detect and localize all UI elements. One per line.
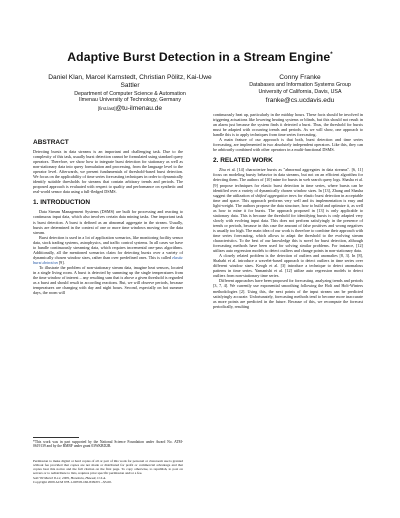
author-name-right: Conny Franke — [279, 74, 321, 81]
abstract-text: Detecting bursts in data streams is an important and challenging task. Due to the complexity of this task, usually burst detection cannot be formulated using standard query operators. Therefore, we show how to integrate burst detection for stationary as well as non-stationary data into query formulation and processing, from the language level to the operator level. Afterwards, we present fundamentals of threshold-based burst detection. We focus on the applicability of time series forecasting techniques in order to dynamically identify suitable thresholds for streams that contain arbitrary trends and periods. The proposed approach is evaluated with respect to quality and performance on synthetic and real-world sensor data using a full-fledged DSMS. — [33, 149, 183, 195]
related-paragraph-3: Different approaches have been proposed for forecasting, analyzing trends and periods [3, 7, 4]. We currently use exponential smoothing following the Holt and Holt-Winters methodologies [2]. Using this, the next points of the input stream can be predicted satisfyingly accurate. Unfortunately, forecasting methods tend to become more inaccurate as more points are predicted in the future. Because of this, we recompute the forecast periodically, resulting — [213, 278, 363, 309]
intro-p2-text-b: [9]. — [57, 259, 65, 265]
right-paragraph-2: A main feature of our approach is that both, burst detection and time series forecasting, are implemented in two absolutely independent operators. Like this, they can be arbitrarily combined with other operators in a multi-functional DSMS. — [213, 137, 363, 153]
affiliation-left-univ: Ilmenau University of Technology, Germany — [79, 97, 181, 104]
related-work-heading: 2. RELATED WORK — [213, 157, 273, 165]
abstract-heading: ABSTRACT — [33, 139, 69, 146]
email-right: franke@cs.ucdavis.edu — [265, 96, 335, 104]
author-block-right — [230, 74, 370, 105]
related-p1-text-b: for elastic burst detection in acceptable time and space. This approach performs very well and its implementation is easy and light-weight. The authors propose the data structure, how to build and optimize it, as well as how to mine it for bursts. The approach proposed in [13] is only applicable to stationary data. This is because the threshold for identifying bursts is only adapted very slowly with evolving input data. This does not perform satisfyingly in the presence of trends or periods, because in this case the amount of false positives and wrong negatives is usually too high. The main idea of our work is therefore to combine their approach with time series forecasting, which allows to adapt the threshold to the evolving stream characteristics. To the best of our knowledge this is novel for burst detection, although forecasting methods have been used for solving similar problems. For instance, [12] utilizes auto regression models to detect outliers and change points in non-stationary data. — [213, 192, 363, 254]
affiliation-right-univ: University of California, Davis, USA — [258, 89, 342, 95]
permission-text: Permission to make digital or hard copies of all or part of this work for personal or classroom use is granted without fee provided that copies are not made or distributed for profit or commercial advantage and that copies bear this notice and the full citation on the first page. To copy otherwise, to republish, to post on servers or to redistribute to lists, requires prior specific permission and/or a fee. — [33, 459, 183, 476]
title-footnote-mark: * — [330, 51, 333, 58]
email-left-domain: @tu-ilmenau.de — [115, 105, 163, 112]
footnote-rule — [33, 437, 79, 438]
venue-line: SAC'09 March 8-12, 2009, Honolulu, Hawaii, U.S.A. — [33, 475, 107, 480]
footnote: *This work was in part supported by the National Science Foundation under Award No. ATM-0619139 and by the BMBF under grant 03WKBD2B. — [33, 440, 183, 449]
title-text: Adaptive Burst Detection in a Stream Engine — [67, 50, 331, 64]
related-paragraph-2: A closely related problem is the detection of outliers and anomalies [8, 3]. In [8], Shahabi et al. introduce a wavelet-based approach to detect outliers in time series over different window sizes. Keogh et al. [3] introduce a technique to detect anomalous patterns in time series. Yamanishi et al. [12] utilize auto regression models to detect outliers from non-stationary time series. — [213, 253, 363, 279]
email-left — [40, 104, 220, 113]
author-names-left: Daniel Klan, Marcel Karnstedt, Christian Pölitz, Kai-Uwe Sattler — [48, 74, 212, 90]
intro-paragraph-2 — [33, 235, 183, 265]
intro-heading: 1. INTRODUCTION — [33, 199, 91, 207]
intro-paragraph-3: To illustrate the problem of non-stationary stream data, imagine heat sensors, located in a single living room. A burst is detected by summing up the single temperatures from the time window of interest – any resulting sum that is above a given threshold is regarded as a burst and should result in according reactions. But, we will observe periods, because temperatures are changing with day and night hours. Second, especially on hot summer days, the room will — [33, 264, 183, 296]
intro-p2-emphasis: elastic burst detection — [33, 254, 183, 265]
affiliation-right-dept: Databases and Information Systems Group — [249, 82, 351, 89]
affiliation-left-dept: Department of Computer Science & Automation — [74, 90, 186, 97]
intro-p2-text-a: Burst detection is used in a lot of application scenarios, like monitoring facility sensor data, stock trading systems, astrophysics, and traffic control systems. In all cases we have to handle continuously streaming data, which requires incremental one-pass algorithms. Additionally, all the mentioned scenarios claim for detecting bursts over a variety of dynamically chosen window sizes, rather than over predefined ones. This is called — [33, 234, 183, 260]
intro-paragraph-1: Data Stream Management Systems (DSMS) are built for processing and reacting to continuous input data, which also involves certain data mining tasks. One important task is burst detection. A burst is defined as an abnormal aggregate in the stream. Usually, bursts are determined in the context of one or more time windows moving over the data stream. — [33, 209, 183, 235]
related-p1-emphasis: shifted aggregation trees — [255, 192, 297, 198]
email-left-prefix: [first.last] — [97, 106, 116, 111]
related-paragraph-1 — [213, 167, 363, 253]
copyright-line: Copyright 2009 ACM 978-1-60558-166-8/09/03 ...$5.00. — [33, 479, 112, 484]
related-p1-text-a: Zhu et al. [14] characterize bursts as "abnormal aggregates in data streams". [6, 11] focus on modeling bursty behavior in data streams, but not on an efficient algorithm for detecting them. The authors of [10] mine for bursts in web search query logs. Shasha et al. [9] propose techniques for elastic burst detection in time series, where bursts can be identified over a variety of dynamically chosen window sizes. In [13], Zhang and Shasha suggest the utilization of — [213, 167, 363, 198]
paper-title — [0, 50, 400, 64]
author-block-left — [40, 74, 220, 113]
left-column — [33, 139, 183, 295]
right-column — [213, 112, 363, 309]
permission-block — [33, 459, 183, 484]
right-paragraph-1: continuously heat up, particularly in the midday hours. These facts should be involved in triggering actuations like lowering heating systems or blinds, but this should not result in an alarm just because the system finds it detected a burst. Thus, the threshold for bursts must be adapted with occurring trends and periods. As we will show, one approach to handle this is to apply techniques from time series forecasting. — [213, 112, 363, 138]
